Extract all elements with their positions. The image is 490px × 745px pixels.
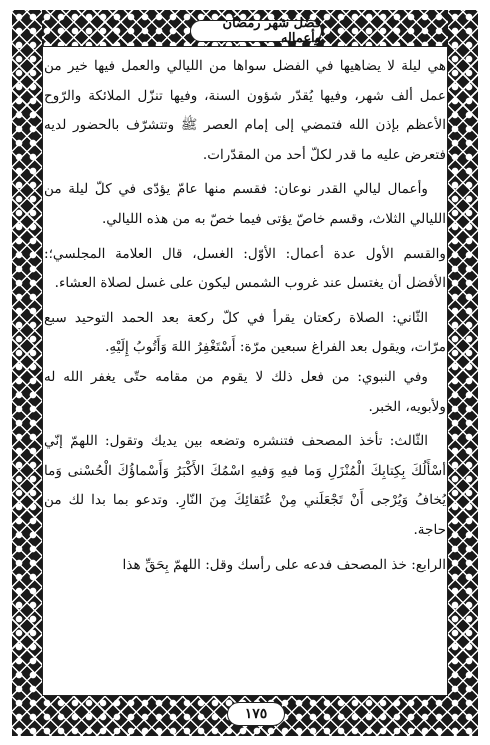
paragraph: وأعمال ليالي القدر نوعان: فقسم منها عامّ يؤدّى في كلّ ليلة من الليالي الثلاث، وقسم خاصّ يؤتى فيما خصّ به من هذه الليالي. bbox=[44, 181, 446, 227]
ornamental-border-right bbox=[448, 10, 478, 736]
paragraph: وفي النبوي: من فعل ذلك لا يقوم من مقامه حتّى يغفر الله له ولأبويه، الخبر. bbox=[44, 368, 446, 415]
ornamental-border-left bbox=[12, 10, 42, 736]
page-number: ١٧٥ bbox=[227, 702, 285, 726]
paragraph: الثّالث: تأخذ المصحف فتنشره وتضعه بين يديك وتقول: اللهمّ إنّي أسْأَلُكَ بِكِتابِكَ الْمُنْزَلِ وَما فيهِ وَفيهِ اسْمُكَ الأَكْبَرُ وَأَسْماؤُكَ الْحُسْنى وَما يُخافُ وَيُرْجى أَنْ تَجْعَلَني مِنْ عُتَقائِكَ مِنَ النّارِ. وتدعو بما بدا لك من حاجة. bbox=[44, 433, 446, 538]
paragraph: الرابع: خذ المصحف فدعه على رأسك وقل: اللهمّ بِحَقِّ هذا bbox=[122, 556, 446, 573]
page-header-title: فضل شهر رمضان وأعماله bbox=[190, 20, 322, 42]
paragraph: الثّاني: الصلاة ركعتان يقرأ في كلّ ركعة بعد الحمد التوحيد سبع مرّات، ويقول بعد الفراغ سبعين مرّة: أَسْتَغْفِرُ اللهَ وَأَتُوبُ إِلَيْهِ. bbox=[44, 309, 446, 356]
paragraph: هي ليلة لا يضاهيها في الفضل سواها من الليالي والعمل فيها خير من عمل ألف شهر، وفيها يُقدّر شؤون السنة، وفيها تنزّل الملائكة والرّوح الأعظم بإذن الله فتمضي إلى إمام العصر ﷺ وتتشرّف بالحضور لديه فتعرض عليه ما قدر لكلّ أحد من المقدّرات. bbox=[44, 58, 446, 163]
page-body bbox=[44, 52, 446, 692]
paragraph: والقسم الأول عدة أعمال: الأوّل: الغسل، قال العلامة المجلسي؛: الأفضل أن يغتسل عند غروب الشمس ليكون على غسل لصلاة العشاء. bbox=[44, 245, 446, 292]
